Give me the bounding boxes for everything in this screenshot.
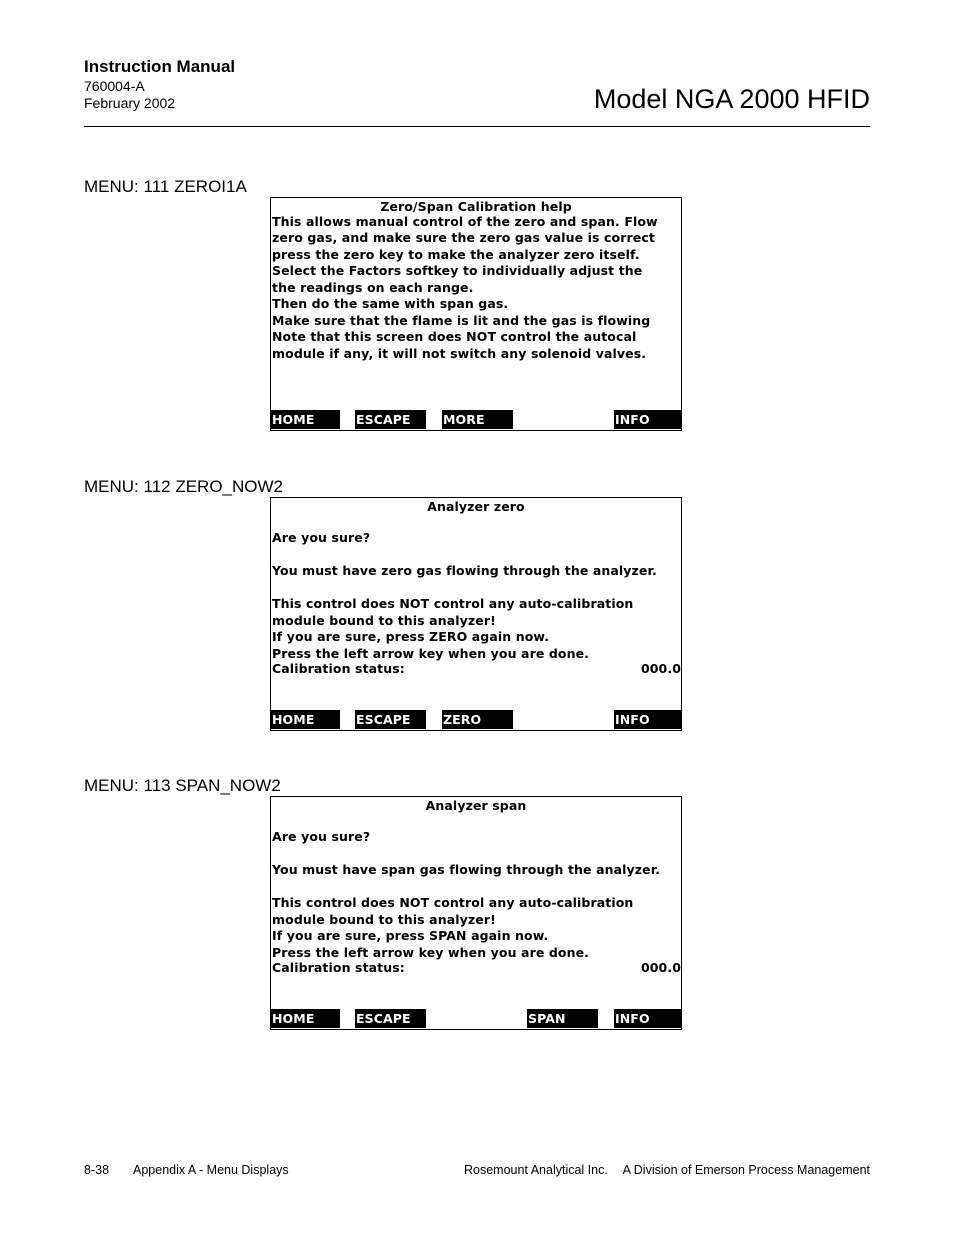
screen-line: module bound to this analyzer! (272, 912, 496, 927)
screen-112 (270, 497, 682, 731)
document-date: February 2002 (84, 95, 176, 111)
menu-label-111: MENU: 111 ZEROI1A (84, 177, 247, 196)
softkey-home[interactable]: HOME (271, 410, 340, 429)
softkey-escape[interactable]: ESCAPE (355, 710, 426, 729)
screen-line: Make sure that the flame is lit and the gas is flowing (272, 313, 651, 328)
screen-line: You must have zero gas flowing through the analyzer. (272, 563, 657, 578)
screen-line: This control does NOT control any auto-calibration (272, 895, 634, 910)
screen-title: Zero/Span Calibration help (380, 199, 572, 214)
calibration-status-value: 000.0 (640, 661, 681, 676)
screen-113 (270, 796, 682, 1030)
screen-line: press the zero key to make the analyzer zero itself. (272, 247, 640, 262)
screen-line: If you are sure, press SPAN again now. (272, 928, 549, 943)
screen-line: module bound to this analyzer! (272, 613, 496, 628)
footer-company: Rosemount Analytical Inc. (464, 1163, 608, 1177)
screen-line: This control does NOT control any auto-calibration (272, 596, 634, 611)
softkey-home[interactable]: HOME (271, 1009, 340, 1028)
softkey-info[interactable]: INFO (614, 710, 682, 729)
footer-section: Appendix A - Menu Displays (133, 1163, 289, 1177)
document-number: 760004-A (84, 78, 145, 94)
screen-line: Are you sure? (272, 530, 371, 545)
menu-label-113: MENU: 113 SPAN_NOW2 (84, 776, 281, 795)
softkey-info[interactable]: INFO (614, 410, 682, 429)
page-number: 8-38 (84, 1163, 110, 1177)
screen-line: the readings on each range. (272, 280, 474, 295)
softkey-more[interactable]: MORE (442, 410, 513, 429)
manual-title: Instruction Manual (84, 57, 236, 76)
screen-line: Press the left arrow key when you are done. (272, 646, 590, 661)
screen-line: Are you sure? (272, 829, 371, 844)
softkey-span[interactable]: SPAN (527, 1009, 598, 1028)
screen-line: module if any, it will not switch any solenoid valves. (272, 346, 647, 361)
header-rule (84, 126, 870, 127)
menu-label-112: MENU: 112 ZERO_NOW2 (84, 477, 284, 496)
softkey-escape[interactable]: ESCAPE (355, 410, 426, 429)
screen-line: Then do the same with span gas. (272, 296, 509, 311)
calibration-status-value: 000.0 (640, 960, 681, 975)
softkey-escape[interactable]: ESCAPE (355, 1009, 426, 1028)
calibration-status-label: Calibration status: (272, 960, 405, 975)
screen-line: Press the left arrow key when you are done. (272, 945, 590, 960)
screen-line: You must have span gas flowing through the analyzer. (272, 862, 661, 877)
footer-division: A Division of Emerson Process Management (622, 1163, 870, 1177)
screen-title: Analyzer span (425, 798, 527, 813)
model-title: Model NGA 2000 HFID (593, 84, 870, 114)
screen-line: zero gas, and make sure the zero gas value is correct (272, 230, 655, 245)
screen-title: Analyzer zero (427, 499, 525, 514)
calibration-status-label: Calibration status: (272, 661, 405, 676)
softkey-home[interactable]: HOME (271, 710, 340, 729)
screen-line: If you are sure, press ZERO again now. (272, 629, 550, 644)
screen-line: Select the Factors softkey to individually adjust the (272, 263, 643, 278)
screen-line: This allows manual control of the zero and span. Flow (272, 214, 658, 229)
softkey-info[interactable]: INFO (614, 1009, 682, 1028)
softkey-zero[interactable]: ZERO (442, 710, 513, 729)
screen-line: Note that this screen does NOT control the autocal (272, 329, 637, 344)
screen-111 (270, 197, 682, 431)
